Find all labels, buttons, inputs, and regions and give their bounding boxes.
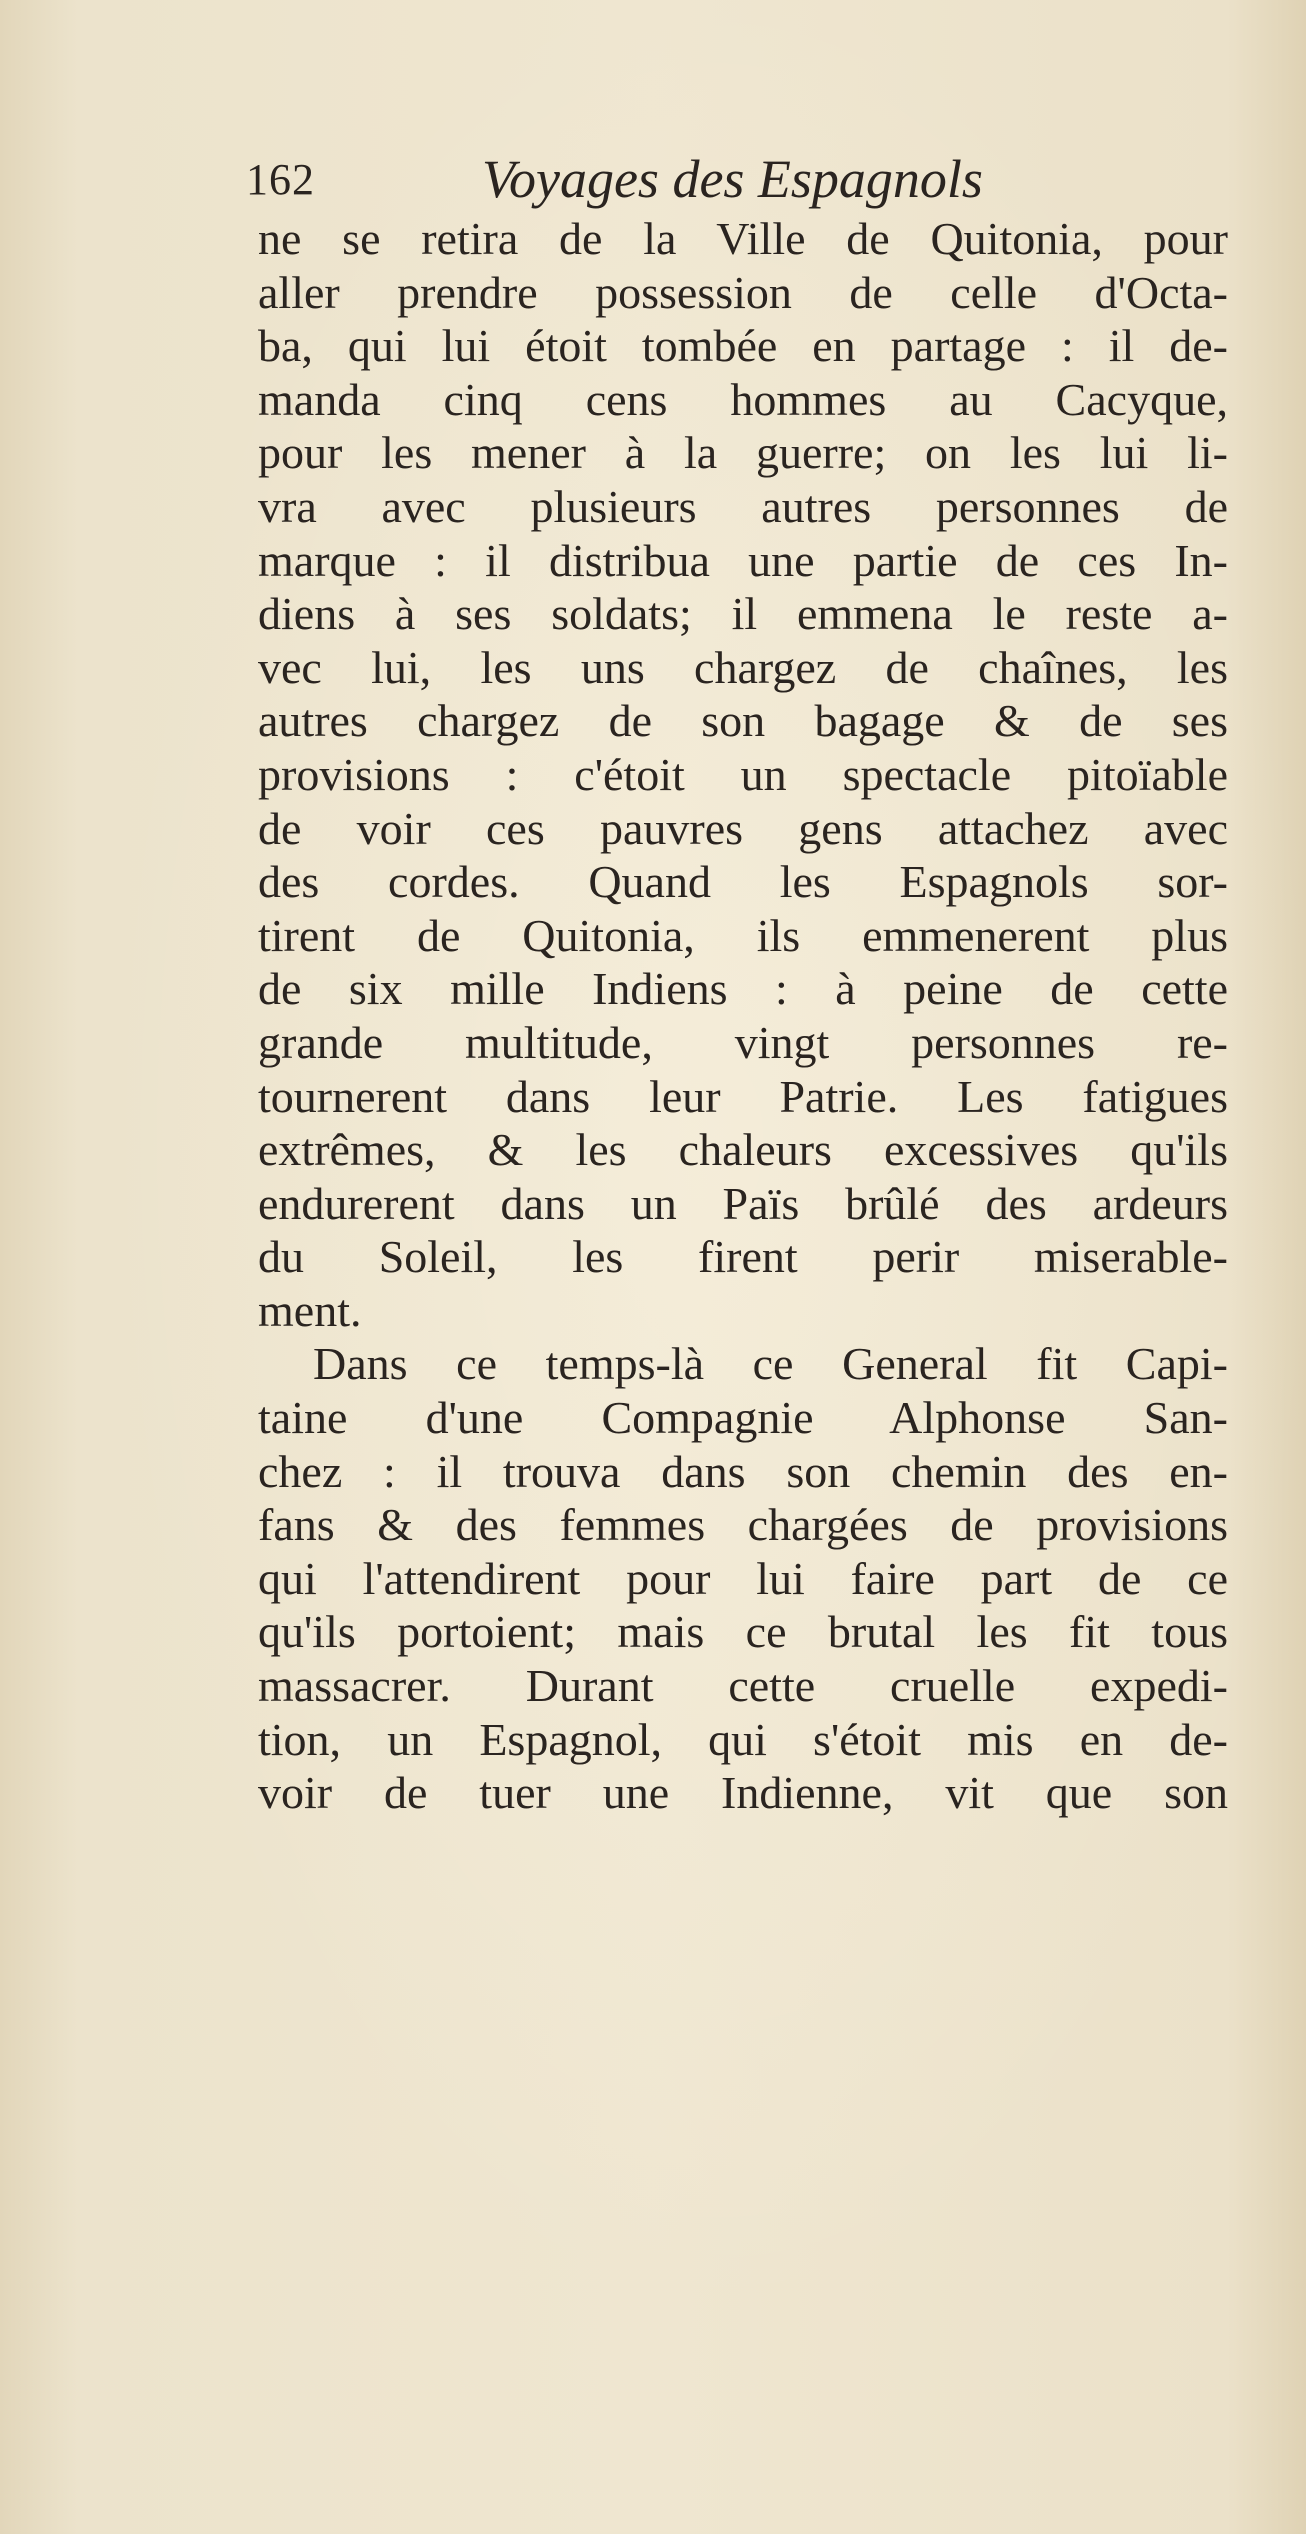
text-line: grande multitude, vingt personnes re- (258, 1016, 1228, 1068)
text-line: vra avec plusieurs autres personnes de (258, 480, 1228, 532)
text-line: marque : il distribua une partie de ces In- (258, 534, 1228, 586)
text-line: pour les mener à la guerre; on les lui li- (258, 427, 1228, 479)
text-line: tion, un Espagnol, qui s'étoit mis en de- (258, 1713, 1228, 1765)
text-line: qu'ils portoient; mais ce brutal les fit tous (258, 1606, 1228, 1658)
body-text (258, 212, 1228, 1820)
text-line: fans & des femmes chargées de provisions (258, 1499, 1228, 1551)
text-line: ment. (258, 1284, 362, 1336)
text-line: tirent de Quitonia, ils emmenerent plus (258, 909, 1228, 961)
text-line: vec lui, les uns chargez de chaînes, les (258, 641, 1228, 693)
page-number: 162 (246, 155, 315, 204)
text-line: chez : il trouva dans son chemin des en- (258, 1445, 1228, 1497)
text-line: ba, qui lui étoit tombée en partage : il de- (258, 320, 1228, 372)
text-line: ne se retira de la Ville de Quitonia, pour (258, 213, 1228, 264)
text-line: provisions : c'étoit un spectacle pitoïable (258, 748, 1228, 800)
text-line: massacrer. Durant cette cruelle expedi- (258, 1660, 1228, 1712)
text-line: qui l'attendirent pour lui faire part de ce (258, 1552, 1228, 1604)
text-line: aller prendre possession de celle d'Octa- (258, 266, 1228, 318)
page-header (246, 148, 1146, 212)
text-line: Dans ce temps-là ce General fit Capi- (313, 1338, 1228, 1390)
text-line: diens à ses soldats; il emmena le reste a- (258, 588, 1228, 640)
text-line: extrêmes, & les chaleurs excessives qu'ils (258, 1124, 1228, 1176)
text-line: endurerent dans un Païs brûlé des ardeurs (258, 1177, 1228, 1229)
text-line: taine d'une Compagnie Alphonse San- (258, 1392, 1228, 1444)
running-title: Voyages des Espagnols (482, 149, 983, 209)
text-line: des cordes. Quand les Espagnols sor- (258, 856, 1228, 908)
text-line: manda cinq cens hommes au Cacyque, (258, 373, 1228, 425)
text-line: voir de tuer une Indienne, vit que son (258, 1767, 1228, 1819)
text-line: de six mille Indiens : à peine de cette (258, 963, 1228, 1015)
text-line: de voir ces pauvres gens attachez avec (258, 802, 1228, 854)
text-line: tournerent dans leur Patrie. Les fatigues (258, 1070, 1228, 1122)
text-line: autres chargez de son bagage & de ses (258, 695, 1228, 747)
text-line: du Soleil, les firent perir miserable- (258, 1231, 1228, 1283)
